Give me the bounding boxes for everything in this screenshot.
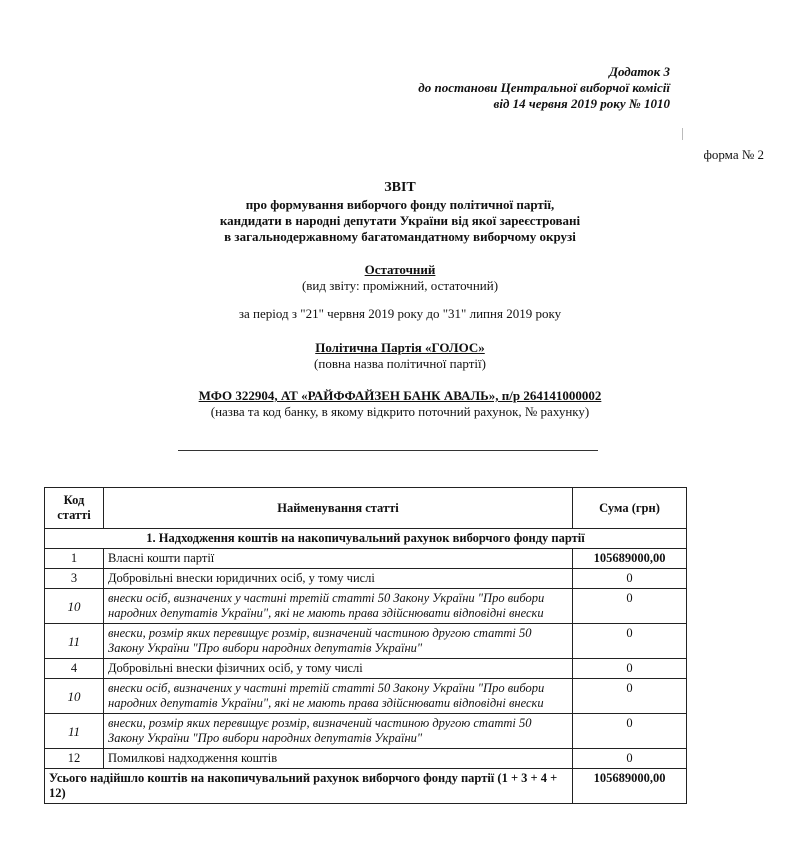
section-row: [45, 529, 687, 549]
total-row: [45, 769, 687, 804]
row-name: внески осіб, визначених у частині третій статті 50 Закону України "Про вибори народних депутатів України", які не мають права здійснювати відповідні внески: [104, 679, 573, 714]
table-row: [45, 714, 687, 749]
scan-mark: [682, 128, 683, 140]
header-sum: Сума (грн): [573, 488, 687, 529]
report-type-value: Остаточний: [364, 262, 436, 277]
table-row: [45, 569, 687, 589]
total-sum: 105689000,00: [573, 769, 687, 804]
table-row: [45, 659, 687, 679]
row-code: 1: [45, 549, 104, 569]
appendix-resolution: до постанови Центральної виборчої комісії: [418, 80, 670, 95]
report-type-hint: (вид звіту: проміжний, остаточний): [301, 278, 499, 293]
row-name: Добровільні внески юридичних осіб, у тому числі: [104, 569, 573, 589]
row-name: внески, розмір яких перевищує розмір, визначений частиною другою статті 50 Закону України "Про вибори народних депутатів України": [104, 714, 573, 749]
report-heading: ЗВІТ: [384, 180, 416, 195]
form-number: форма № 2: [703, 147, 764, 162]
appendix-number: Додаток 3: [609, 64, 670, 79]
table-row: [45, 749, 687, 769]
report-title: [140, 180, 660, 245]
row-sum: 0: [573, 679, 687, 714]
row-name: Помилкові надходження коштів: [104, 749, 573, 769]
appendix-reference: [360, 64, 670, 112]
row-sum: 0: [573, 714, 687, 749]
row-sum: 0: [573, 589, 687, 624]
bank-details-hint: (назва та код банку, в якому відкрито поточний рахунок, № рахунку): [210, 404, 590, 419]
header-code: Код статті: [45, 488, 104, 529]
bank-details-value: МФО 322904, АТ «РАЙФФАЙЗЕН БАНК АВАЛЬ», п/р 264141000002: [198, 388, 602, 403]
row-code: 10: [45, 589, 104, 624]
table-row: [45, 624, 687, 659]
table-row: [45, 679, 687, 714]
report-table: [44, 487, 687, 804]
row-code: 11: [45, 714, 104, 749]
table-header-row: [45, 488, 687, 529]
party-name-hint: (повна назва політичної партії): [314, 356, 486, 371]
report-period: за період з "21" червня 2019 року до "31" липня 2019 року: [238, 306, 562, 321]
row-code: 4: [45, 659, 104, 679]
row-sum: 0: [573, 659, 687, 679]
row-sum: 0: [573, 569, 687, 589]
row-sum: 105689000,00: [573, 549, 687, 569]
row-sum: 0: [573, 624, 687, 659]
bank-details: [0, 388, 800, 404]
row-code: 12: [45, 749, 104, 769]
table-row: [45, 549, 687, 569]
row-code: 10: [45, 679, 104, 714]
total-label: Усього надійшло коштів на накопичувальний рахунок виборчого фонду партії (1 + 3 + 4 + 12): [45, 769, 573, 804]
report-title-line-3: в загальнодержавному багатомандатному виборчому окрузі: [224, 229, 576, 244]
row-name: внески, розмір яких перевищує розмір, визначений частиною другою статті 50 Закону України "Про вибори народних депутатів України": [104, 624, 573, 659]
row-code: 3: [45, 569, 104, 589]
report-title-line-2: кандидати в народні депутати України від якої зареєстровані: [219, 213, 581, 228]
report-type: [0, 262, 800, 278]
header-name: Найменування статті: [104, 488, 573, 529]
party-name: [0, 340, 800, 356]
signature-rule: [178, 450, 598, 451]
row-code: 11: [45, 624, 104, 659]
party-name-value: Політична Партія «ГОЛОС»: [315, 340, 485, 355]
appendix-date: від 14 червня 2019 року № 1010: [493, 96, 670, 111]
section-title: 1. Надходження коштів на накопичувальний рахунок виборчого фонду партії: [45, 529, 687, 549]
row-sum: 0: [573, 749, 687, 769]
row-name: Власні кошти партії: [104, 549, 573, 569]
report-title-line-1: про формування виборчого фонду політичної партії,: [245, 197, 555, 212]
table-row: [45, 589, 687, 624]
row-name: Добровільні внески фізичних осіб, у тому числі: [104, 659, 573, 679]
row-name: внески осіб, визначених у частині третій статті 50 Закону України "Про вибори народних депутатів України", які не мають права здійснювати відповідні внески: [104, 589, 573, 624]
